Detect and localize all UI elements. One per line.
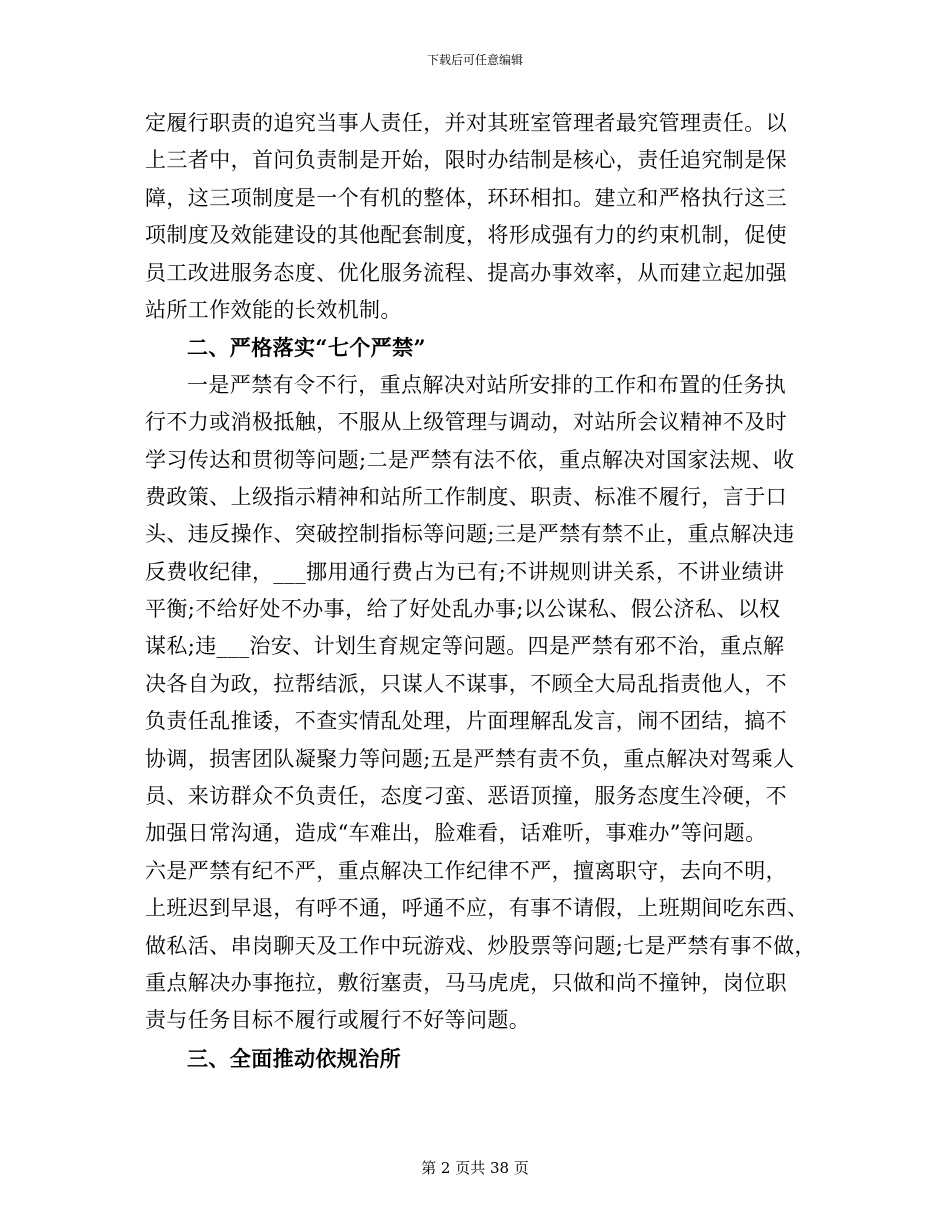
body-line: 员、来访群众不负责任，态度刁蛮、恶语顶撞，服务态度生冷硬，不 bbox=[145, 784, 787, 809]
body-line: 头、违反操作、突破控制指标等问题;三是严禁有禁不止，重点解决违 bbox=[145, 522, 795, 547]
paragraph-first-line: 一是严禁有令不行，重点解决对站所安排的工作和布置的任务执 bbox=[187, 372, 787, 397]
body-line: 加强日常沟通，造成“车难出，脸难看，话难听，事难办”等问题。 bbox=[145, 821, 767, 846]
body-line: 谋私;违___治安、计划生育规定等问题。四是严禁有邪不治，重点解 bbox=[145, 634, 785, 659]
body-line: 站所工作效能的长效机制。 bbox=[145, 297, 402, 322]
body-line: 责与任务目标不履行或履行不好等问题。 bbox=[145, 1008, 531, 1033]
body-line: 项制度及效能建设的其他配套制度，将形成强有力的约束机制，促使 bbox=[145, 223, 787, 248]
body-line: 行不力或消极抵触，不服从上级管理与调动，对站所会议精神不及时 bbox=[145, 410, 787, 435]
page-header-note: 下载后可任意编辑 bbox=[426, 53, 523, 67]
body-line: 负责任乱推诿，不查实情乱处理，片面理解乱发言，闹不团结，搞不 bbox=[145, 709, 787, 734]
body-line: 决各自为政，拉帮结派，只谋人不谋事，不顾全大局乱指责他人，不 bbox=[145, 671, 787, 696]
section-heading: 二、严格落实“七个严禁” bbox=[187, 335, 426, 361]
section-heading: 三、全面推动依规治所 bbox=[187, 1045, 401, 1071]
body-line: 做私活、串岗聊天及工作中玩游戏、炒股票等问题;七是严禁有事不做， bbox=[145, 933, 816, 958]
body-line: 定履行职责的追究当事人责任，并对其班室管理者最究管理责任。以 bbox=[145, 111, 787, 135]
body-line: 六是严禁有纪不严，重点解决工作纪律不严，擅离职守，去向不明， bbox=[145, 858, 787, 883]
body-line: 学习传达和贯彻等问题;二是严禁有法不依，重点解决对国家法规、收 bbox=[145, 447, 795, 472]
body-line: 上班迟到早退，有呼不通，呼通不应，有事不请假，上班期间吃东西、 bbox=[145, 896, 809, 921]
page-number: 第 2 页共 38 页 bbox=[421, 1159, 529, 1177]
body-line: 协调，损害团队凝聚力等问题;五是严禁有责不负，重点解决对驾乘人 bbox=[145, 746, 795, 771]
body-line: 平衡;不给好处不办事，给了好处乱办事;以公谋私、假公济私、以权 bbox=[145, 597, 781, 622]
body-line: 员工改进服务态度、优化服务流程、提高办事效率，从而建立起加强 bbox=[145, 260, 787, 285]
body-line: 上三者中，首问负责制是开始，限时办结制是核心，责任追究制是保 bbox=[145, 148, 787, 173]
body-line: 重点解决办事拖拉，敷衍塞责，马马虎虎，只做和尚不撞钟，岗位职 bbox=[145, 970, 787, 995]
body-line: 反费收纪律，___挪用通行费占为已有;不讲规则讲关系，不讲业绩讲 bbox=[145, 559, 785, 584]
body-line: 障，这三项制度是一个有机的整体，环环相扣。建立和严格执行这三 bbox=[145, 185, 787, 210]
body-line: 费政策、上级指示精神和站所工作制度、职责、标准不履行，言于口 bbox=[145, 484, 787, 509]
document-body bbox=[145, 105, 815, 1077]
